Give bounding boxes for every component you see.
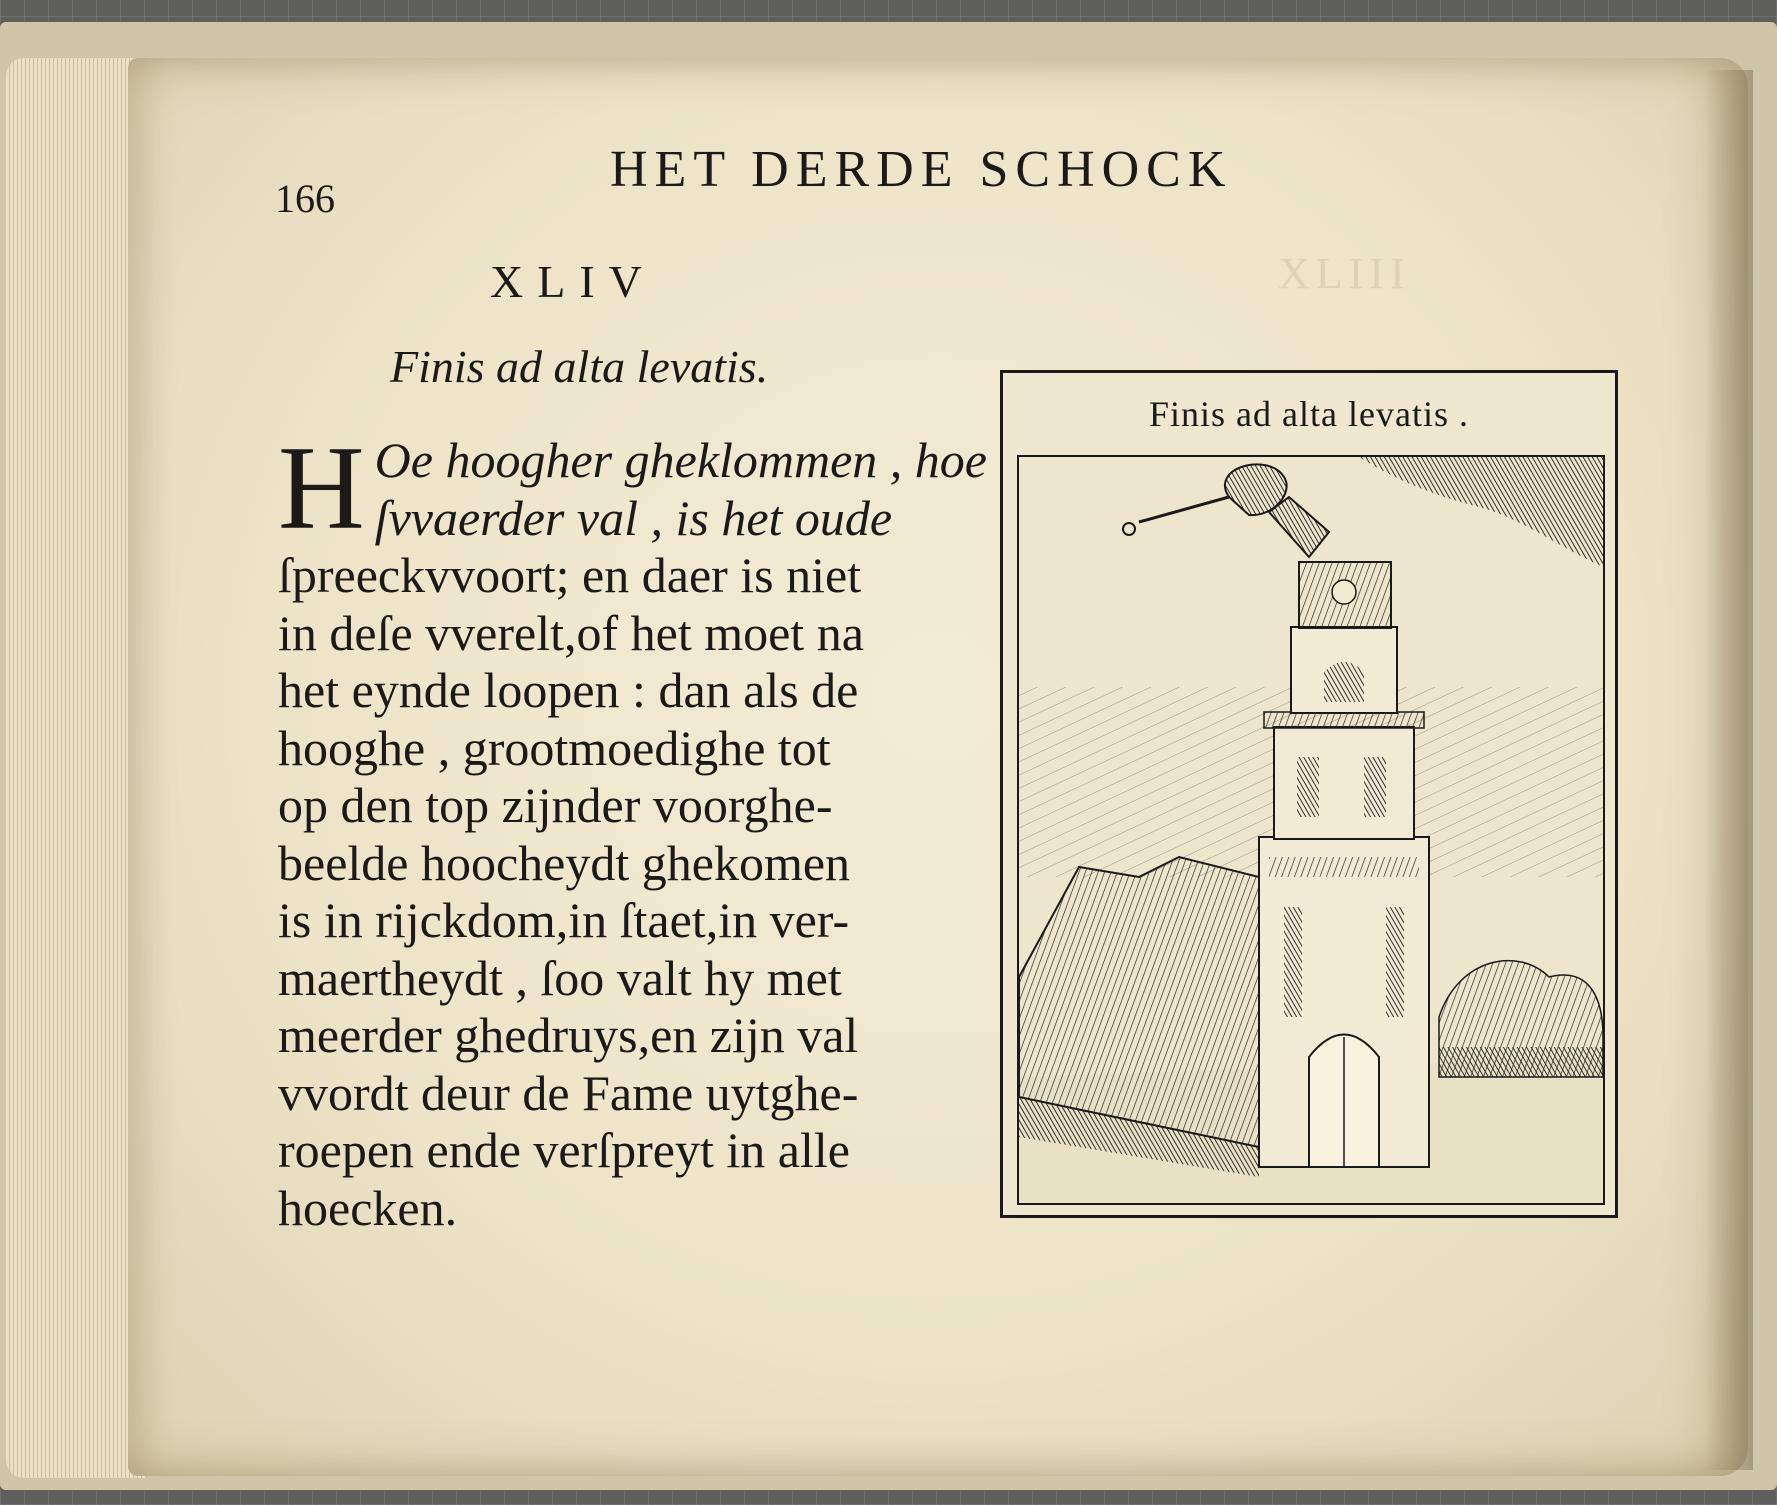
fence <box>1439 1047 1603 1077</box>
text-line: in deſe vverelt,of het moet na <box>278 604 864 661</box>
emblem-plate <box>1000 370 1618 1218</box>
church-tower-engraving <box>1019 457 1603 1203</box>
page-edges <box>6 58 146 1478</box>
text-line: hoecken. <box>278 1179 458 1236</box>
engraving <box>1017 455 1605 1205</box>
tower-cornice <box>1264 712 1424 728</box>
belfry-opening <box>1364 757 1386 817</box>
plate-caption: Finis ad alta levatis . <box>1149 394 1469 434</box>
tower-window <box>1284 907 1302 1017</box>
text-line: maertheydt , ſoo valt hy met <box>278 949 842 1006</box>
text-line: hooghe , grootmoedighe tot <box>278 719 831 776</box>
page-curl-shadow <box>1705 70 1753 1470</box>
page-number: 166 <box>275 176 335 221</box>
drop-cap: H <box>278 421 365 554</box>
text-line: het eynde loopen : dan als de <box>278 662 859 718</box>
chapter-number: XLIV <box>490 256 656 307</box>
body-text <box>278 421 988 1237</box>
text-line: vvordt deur de Fame uytghe- <box>278 1064 859 1121</box>
text-line: roepen ende verſpreyt in alle <box>278 1122 850 1178</box>
church-nave <box>1019 857 1259 1147</box>
tower-balustrade <box>1269 857 1419 877</box>
text-line: op den top zijnder voorghe- <box>278 777 833 833</box>
tower-belfry <box>1274 727 1414 839</box>
text-line: beelde hoocheydt ghekomen <box>278 834 851 891</box>
tower-window <box>1386 907 1404 1017</box>
text-line: is in rijckdom,in ſtaet,in ver- <box>278 892 850 948</box>
weathervane-rod <box>1139 497 1229 522</box>
bell <box>1324 662 1364 702</box>
broken-spire <box>1269 497 1329 557</box>
text-line: ſpreeckvvoort; en daer is niet <box>278 547 862 603</box>
storm-cloud <box>1359 457 1603 567</box>
text-line: Oe hoogher gheklommen , hoe <box>374 432 988 488</box>
text-line: ſvvaerder val , is het oude <box>374 489 893 546</box>
chapter-motto: Finis ad alta levatis. <box>390 341 769 392</box>
bleed-through: XLIII <box>1278 249 1411 298</box>
belfry-opening <box>1297 757 1319 817</box>
weathervane-ball <box>1123 523 1135 535</box>
running-head: HET DERDE SCHOCK <box>610 141 1233 198</box>
clock-face <box>1332 580 1356 604</box>
text-line: meerder ghedruys,en zijn val <box>278 1007 859 1063</box>
